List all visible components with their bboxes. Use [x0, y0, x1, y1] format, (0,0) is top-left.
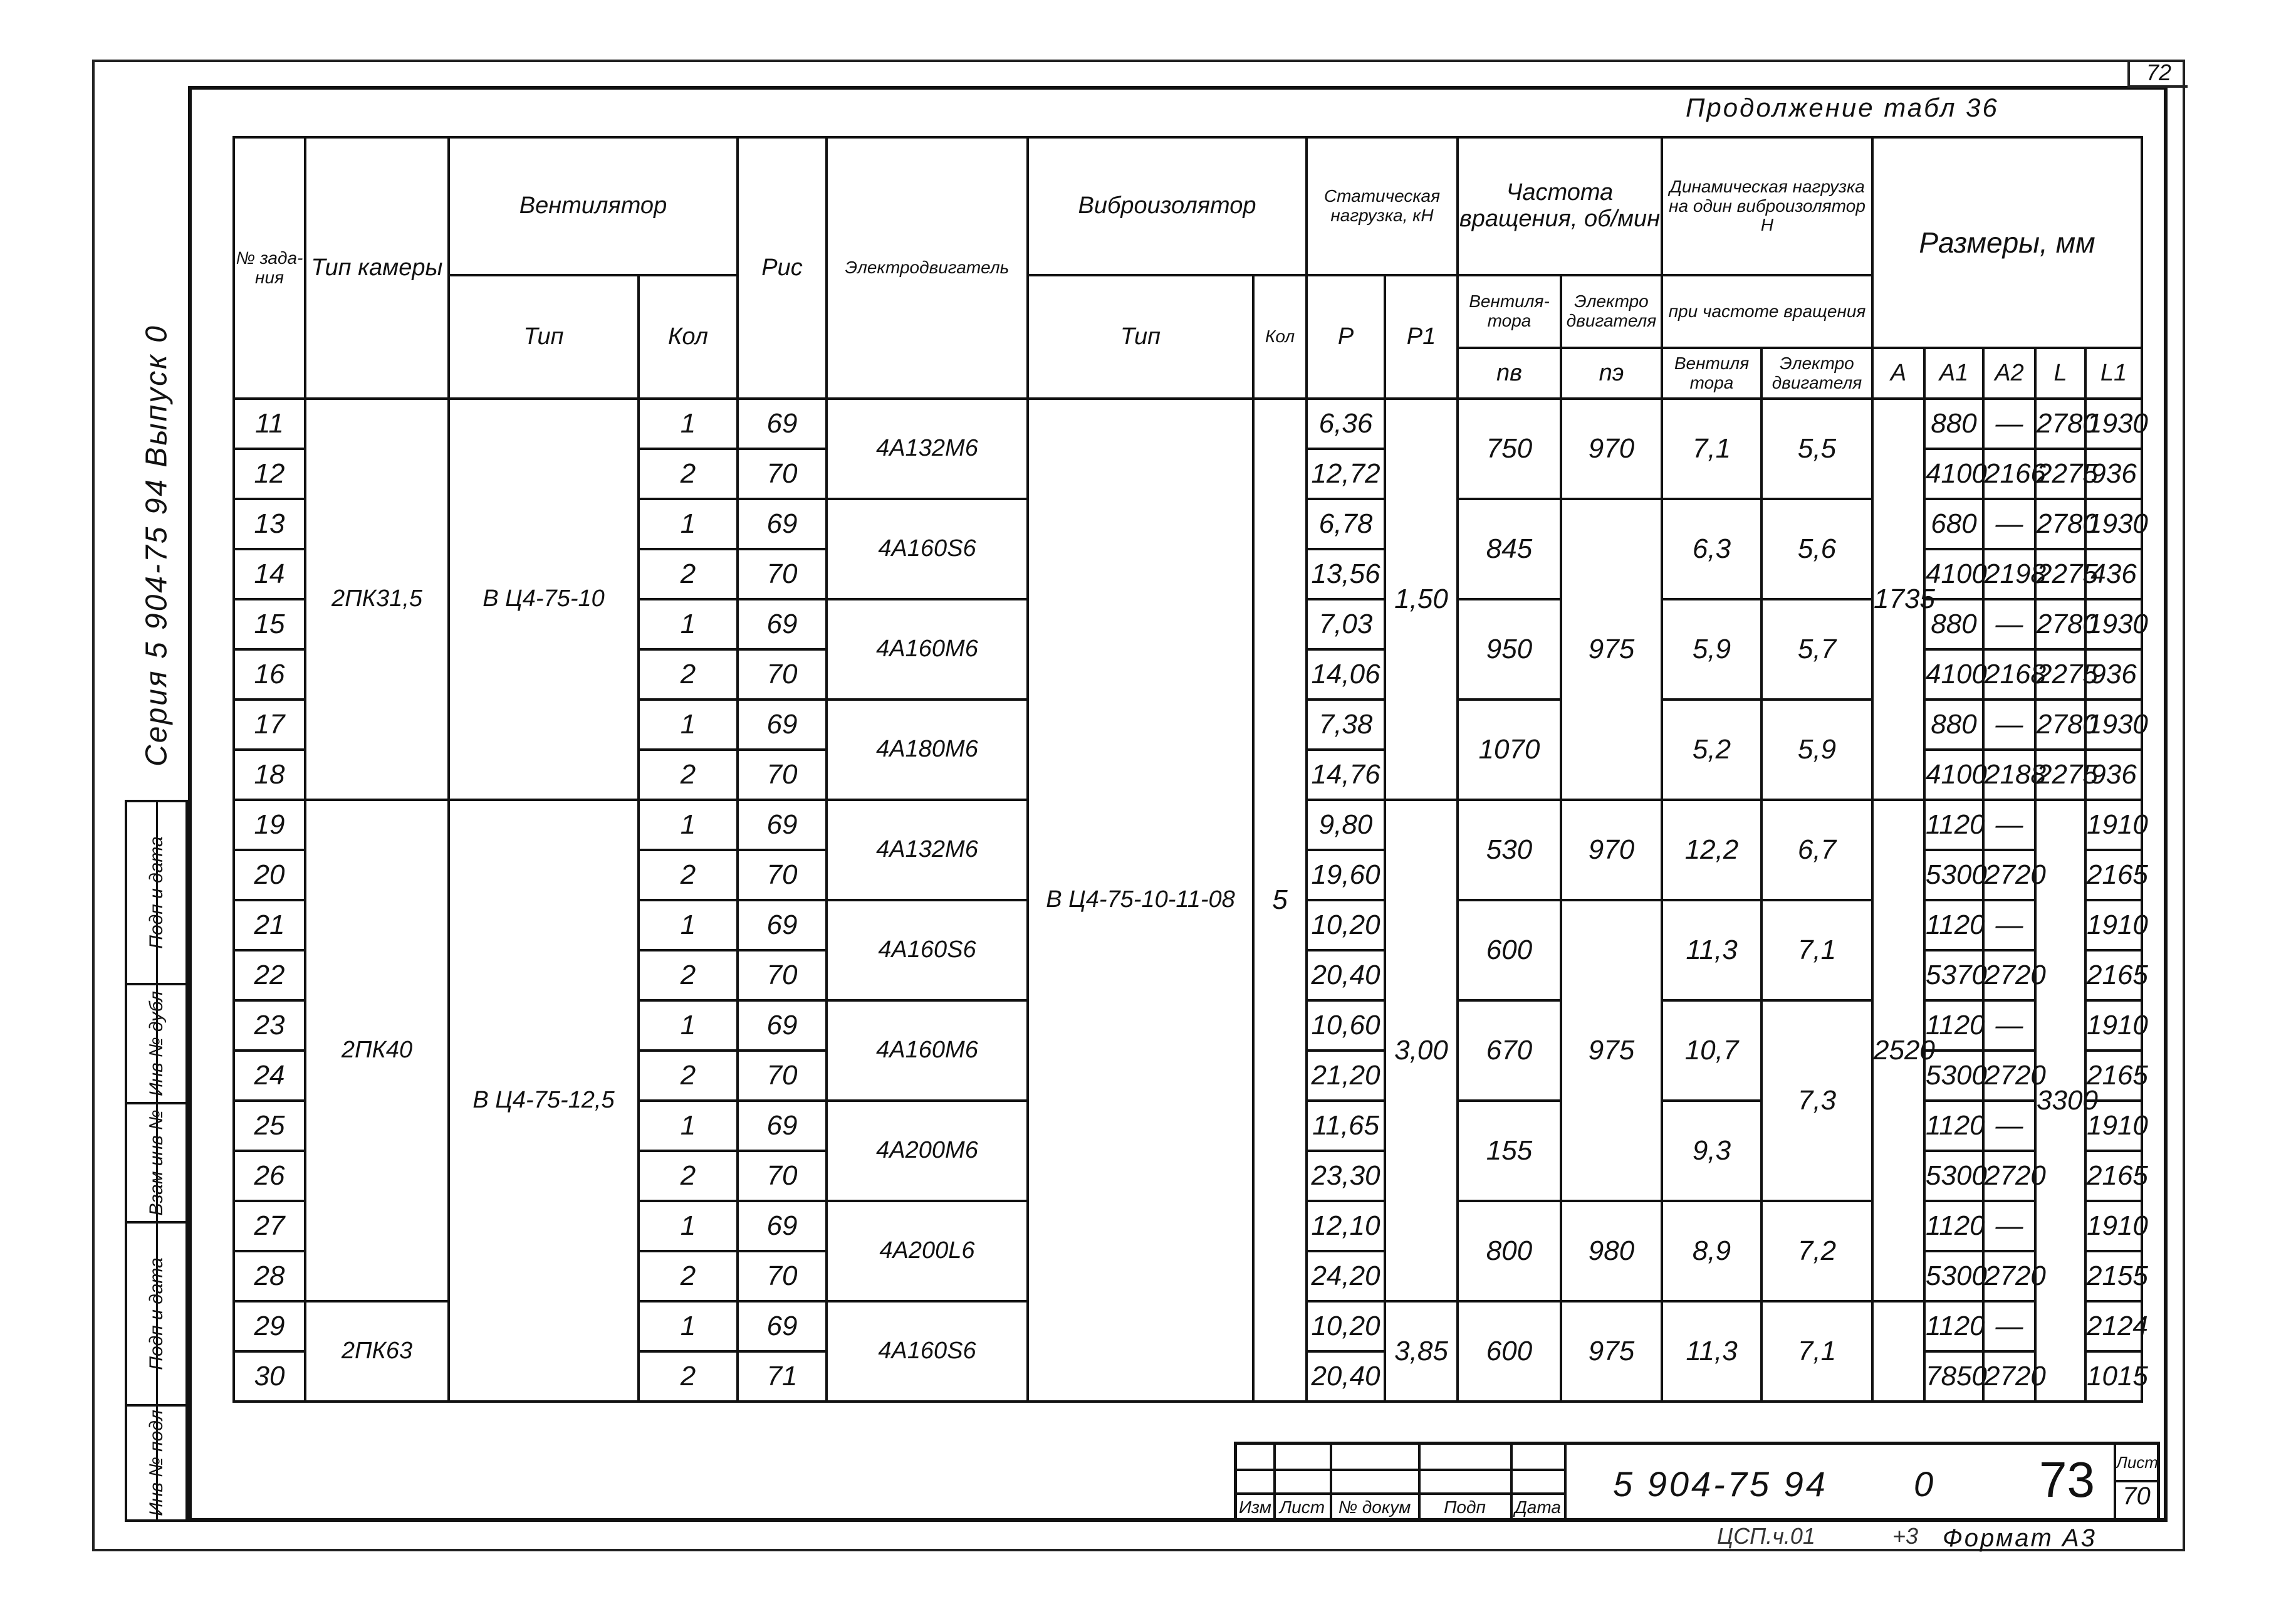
page-number: 72	[2127, 60, 2188, 88]
cell-num: 27	[234, 1201, 305, 1251]
header-isolator-qty: Кол	[1253, 275, 1307, 399]
cell-fan-qty: 1	[639, 700, 738, 750]
cell-num: 22	[234, 950, 305, 1000]
cell-fan-qty: 2	[639, 1351, 738, 1402]
cell-fan-qty: 1	[639, 1101, 738, 1151]
cell-a2: —	[1983, 399, 2035, 449]
cell-fig: 69	[738, 499, 827, 549]
cell-num: 28	[234, 1251, 305, 1301]
cell-n-motor: 970	[1561, 399, 1662, 499]
cell-p1: 1,50	[1385, 399, 1458, 800]
stamp-label: Инв № подл	[145, 1410, 167, 1516]
cell-a2: 2198	[1983, 549, 2035, 599]
cell-l: 2275	[2035, 449, 2085, 499]
cell-n-fan: 800	[1458, 1201, 1561, 1301]
stamp-label: Подп и дата	[145, 836, 167, 949]
cell-dyn-fan: 9,3	[1662, 1101, 1761, 1201]
cell-n-fan: 155	[1458, 1101, 1561, 1201]
sheet-label: Лист	[2116, 1445, 2157, 1482]
cell-fan-qty: 2	[639, 549, 738, 599]
cell-a2: —	[1983, 1101, 2035, 1151]
cell-p: 23,30	[1307, 1151, 1385, 1201]
sheet-total: 70	[2122, 1482, 2151, 1510]
cell-num: 19	[234, 800, 305, 850]
cell-a2: 2720	[1983, 1151, 2035, 1201]
header-rotation: Частота вращения, об/мин	[1458, 137, 1662, 275]
cell-fig: 69	[738, 800, 827, 850]
cell-a1: 4100	[1924, 549, 1983, 599]
cell-p: 10,20	[1307, 1301, 1385, 1351]
label-izm: Изм	[1239, 1497, 1271, 1517]
cell-num: 29	[234, 1301, 305, 1351]
cell-p: 7,38	[1307, 700, 1385, 750]
cell-l1: 1910	[2085, 1101, 2142, 1151]
cell-motor: 4А180М6	[827, 700, 1028, 800]
cell-fig: 69	[738, 700, 827, 750]
cell-fig: 69	[738, 1201, 827, 1251]
cell-a2: 2168	[1983, 649, 2035, 700]
cell-fan-qty: 2	[639, 850, 738, 900]
revision-grid	[1237, 1445, 1566, 1519]
cell-fan-qty: 2	[639, 1151, 738, 1201]
cell-fan-qty: 2	[639, 750, 738, 800]
cell-motor: 4А200М6	[827, 1101, 1028, 1201]
copy-mark: +3	[1892, 1523, 1919, 1549]
cell-fan-qty: 1	[639, 800, 738, 850]
cell-n-fan: 1070	[1458, 700, 1561, 800]
header-p: P	[1307, 275, 1385, 399]
cell-l1: 936	[2085, 750, 2142, 800]
cell-num: 23	[234, 1000, 305, 1051]
cell-p: 20,40	[1307, 1351, 1385, 1402]
cell-l1: 2165	[2085, 850, 2142, 900]
cell-n-motor: 970	[1561, 800, 1662, 900]
cell-fig: 70	[738, 850, 827, 900]
cell-p1: 3,85	[1385, 1301, 1458, 1402]
header-dyn-fan: Вентиля тора	[1662, 348, 1761, 399]
cell-a2: —	[1983, 800, 2035, 850]
cell-a2: —	[1983, 499, 2035, 549]
format-label: Формат А3	[1943, 1524, 2097, 1552]
cell-p: 14,06	[1307, 649, 1385, 700]
cell-motor: 4А132М6	[827, 399, 1028, 499]
label-date: Дата	[1515, 1497, 1561, 1517]
cell-a1: 4100	[1924, 750, 1983, 800]
cell-l1: 936	[2085, 649, 2142, 700]
cell-motor: 4А160S6	[827, 900, 1028, 1000]
cell-l1: 2165	[2085, 950, 2142, 1000]
cell-n-fan: 670	[1458, 1000, 1561, 1101]
side-stamp	[125, 800, 188, 1522]
cell-fan-qty: 1	[639, 499, 738, 549]
cell-a	[1872, 1301, 1924, 1402]
stamp-divider	[156, 802, 158, 1519]
cell-a1: 1120	[1924, 800, 1983, 850]
cell-p: 11,65	[1307, 1101, 1385, 1151]
doc-code: 5 904-75 94	[1613, 1464, 1828, 1504]
table-body	[234, 399, 2148, 1402]
cell-n-fan: 845	[1458, 499, 1561, 599]
cell-l1: 2124	[2085, 1301, 2142, 1351]
cell-dyn-motor: 5,9	[1761, 700, 1872, 800]
cell-camera-type: 2ПК31,5	[305, 399, 449, 800]
header-rot-fan: Вентиля-тора	[1458, 275, 1561, 348]
cell-l: 2275	[2035, 750, 2085, 800]
cell-l1: 936	[2085, 449, 2142, 499]
cell-p: 10,60	[1307, 1000, 1385, 1051]
cell-a2: 2166	[1983, 449, 2035, 499]
cell-motor: 4А160М6	[827, 599, 1028, 700]
header-n-motor: nэ	[1561, 348, 1662, 399]
cell-fig: 70	[738, 449, 827, 499]
cell-l: 2275	[2035, 649, 2085, 700]
cell-a2: 2720	[1983, 1351, 2035, 1402]
cell-a1: 4100	[1924, 449, 1983, 499]
cell-dyn-fan: 5,2	[1662, 700, 1761, 800]
header-n-fan: nв	[1458, 348, 1561, 399]
cell-l: 2275	[2035, 549, 2085, 599]
cell-l: 3300	[2035, 800, 2085, 1402]
header-num: № зада-ния	[234, 137, 305, 399]
stamp-label: Взам инв №	[145, 1109, 167, 1216]
cell-fan-qty: 1	[639, 599, 738, 649]
label-list: Лист	[1279, 1497, 1325, 1517]
cell-l1: 1930	[2085, 399, 2142, 449]
cell-l1: 2155	[2085, 1251, 2142, 1301]
cell-a2: 2188	[1983, 750, 2035, 800]
series-label: Серия 5 904-75 94 Выпуск 0	[140, 324, 174, 767]
grid-line	[1564, 1445, 1567, 1519]
cell-l1: 2165	[2085, 1051, 2142, 1101]
stamp-label: Подп и дата	[145, 1257, 167, 1370]
cell-p: 10,20	[1307, 900, 1385, 950]
cell-fan-qty: 1	[639, 399, 738, 449]
cell-a: 2520	[1872, 800, 1924, 1301]
cell-fan-qty: 2	[639, 649, 738, 700]
cell-fig: 70	[738, 750, 827, 800]
title-block	[1234, 1442, 2160, 1522]
grid-line	[1237, 1492, 1566, 1495]
cell-motor: 4А132М6	[827, 800, 1028, 900]
cell-p: 7,03	[1307, 599, 1385, 649]
cell-a1: 1120	[1924, 1201, 1983, 1251]
cell-num: 12	[234, 449, 305, 499]
header-fan: Вентилятор	[449, 137, 738, 275]
cell-dyn-fan: 7,1	[1662, 399, 1761, 499]
cell-a2: 2720	[1983, 950, 2035, 1000]
cell-dyn-fan: 12,2	[1662, 800, 1761, 900]
cell-a1: 5300	[1924, 1151, 1983, 1201]
cell-fan-qty: 2	[639, 449, 738, 499]
header-p1: P1	[1385, 275, 1458, 399]
cell-num: 24	[234, 1051, 305, 1101]
cell-l1: 436	[2085, 549, 2142, 599]
cell-dyn-fan: 10,7	[1662, 1000, 1761, 1101]
cell-num: 21	[234, 900, 305, 950]
cell-fan-qty: 1	[639, 1301, 738, 1351]
cell-l1: 1910	[2085, 1000, 2142, 1051]
cell-fig: 70	[738, 649, 827, 700]
cell-a1: 5300	[1924, 1051, 1983, 1101]
cell-a1: 1120	[1924, 900, 1983, 950]
cell-l: 2780	[2035, 399, 2085, 449]
cell-fan-qty: 1	[639, 900, 738, 950]
cell-fig: 69	[738, 900, 827, 950]
cell-a1: 1120	[1924, 1101, 1983, 1151]
cell-l1: 1910	[2085, 900, 2142, 950]
cell-n-motor: 975	[1561, 1301, 1662, 1402]
cell-p: 9,80	[1307, 800, 1385, 850]
cell-a2: —	[1983, 599, 2035, 649]
header-rot-motor: Электро двигателя	[1561, 275, 1662, 348]
cell-fig: 69	[738, 399, 827, 449]
cell-num: 17	[234, 700, 305, 750]
cell-p: 6,36	[1307, 399, 1385, 449]
cell-n-fan: 950	[1458, 599, 1561, 700]
cell-dyn-motor: 7,1	[1761, 1301, 1872, 1402]
cell-fig: 69	[738, 1101, 827, 1151]
cell-p: 12,10	[1307, 1201, 1385, 1251]
cell-dyn-fan: 11,3	[1662, 900, 1761, 1000]
cell-num: 25	[234, 1101, 305, 1151]
cell-p: 21,20	[1307, 1051, 1385, 1101]
cell-num: 26	[234, 1151, 305, 1201]
cell-a: 1735	[1872, 399, 1924, 800]
cell-a2: —	[1983, 1000, 2035, 1051]
cell-dyn-motor: 7,3	[1761, 1000, 1872, 1201]
cell-fan-type: В Ц4-75-12,5	[449, 800, 639, 1402]
cell-p: 13,56	[1307, 549, 1385, 599]
data-table	[232, 136, 2148, 1403]
cell-fig: 70	[738, 1051, 827, 1101]
cell-n-motor: 980	[1561, 1201, 1662, 1301]
cell-motor: 4А160М6	[827, 1000, 1028, 1101]
cell-p: 6,78	[1307, 499, 1385, 549]
cell-l: 2780	[2035, 499, 2085, 549]
cell-dyn-fan: 5,9	[1662, 599, 1761, 700]
header-dyn-load: Динамическая нагрузка на один виброизолятор Н	[1662, 137, 1872, 275]
cell-p: 14,76	[1307, 750, 1385, 800]
cell-p: 24,20	[1307, 1251, 1385, 1301]
continuation-title: Продолжение табл 36	[1686, 93, 1999, 122]
cell-a1: 680	[1924, 499, 1983, 549]
cell-p: 12,72	[1307, 449, 1385, 499]
cell-num: 20	[234, 850, 305, 900]
cell-a1: 1120	[1924, 1301, 1983, 1351]
cell-l1: 1910	[2085, 800, 2142, 850]
cell-p: 19,60	[1307, 850, 1385, 900]
cell-n-fan: 750	[1458, 399, 1561, 499]
cell-a1: 1120	[1924, 1000, 1983, 1051]
cell-fig: 69	[738, 1000, 827, 1051]
cell-fan-qty: 1	[639, 1000, 738, 1051]
cell-a1: 5370	[1924, 950, 1983, 1000]
cell-num: 30	[234, 1351, 305, 1402]
cell-a2: —	[1983, 700, 2035, 750]
cell-isolator-type: В Ц4-75-10-11-08	[1028, 399, 1253, 1402]
cell-isolator-qty: 5	[1253, 399, 1307, 1402]
cell-l1: 2165	[2085, 1151, 2142, 1201]
cell-dyn-motor: 5,7	[1761, 599, 1872, 700]
cell-dyn-motor: 7,1	[1761, 900, 1872, 1000]
sheet-box	[2114, 1445, 2157, 1519]
cell-n-fan: 530	[1458, 800, 1561, 900]
header-a1: A1	[1924, 348, 1983, 399]
cell-l: 2780	[2035, 700, 2085, 750]
cell-dyn-fan: 8,9	[1662, 1201, 1761, 1301]
cell-a1: 880	[1924, 700, 1983, 750]
cell-fig: 70	[738, 950, 827, 1000]
cell-a2: 2720	[1983, 1051, 2035, 1101]
cell-camera-type: 2ПК40	[305, 800, 449, 1301]
cell-num: 16	[234, 649, 305, 700]
revision: 0	[1914, 1464, 1934, 1504]
cell-l1: 1930	[2085, 599, 2142, 649]
cell-dyn-motor: 5,6	[1761, 499, 1872, 599]
cell-motor: 4А160S6	[827, 1301, 1028, 1402]
header-a2: A2	[1983, 348, 2035, 399]
cell-num: 13	[234, 499, 305, 549]
cell-l1: 1930	[2085, 700, 2142, 750]
cell-fan-qty: 2	[639, 1051, 738, 1101]
cell-n-fan: 600	[1458, 900, 1561, 1000]
cell-fan-qty: 2	[639, 1251, 738, 1301]
cell-p1: 3,00	[1385, 800, 1458, 1301]
cell-num: 14	[234, 549, 305, 599]
header-l1: L1	[2085, 348, 2142, 399]
cell-n-fan: 600	[1458, 1301, 1561, 1402]
cell-a1: 4100	[1924, 649, 1983, 700]
header-isolator-type: Тип	[1028, 275, 1253, 399]
header-dyn-at-freq: при частоте вращения	[1662, 275, 1872, 348]
cell-dyn-motor: 6,7	[1761, 800, 1872, 900]
table-row	[234, 399, 2142, 449]
header-a: A	[1872, 348, 1924, 399]
header-motor: Электродвигатель	[827, 137, 1028, 399]
header-camera-type: Тип камеры	[305, 137, 449, 399]
cell-a1: 880	[1924, 399, 1983, 449]
cell-a2: —	[1983, 900, 2035, 950]
grid-line	[1237, 1469, 1566, 1471]
label-sign: Подп	[1444, 1497, 1486, 1517]
cell-fan-qty: 1	[639, 1201, 738, 1251]
header-fan-qty: Кол	[639, 275, 738, 399]
cell-fan-qty: 2	[639, 950, 738, 1000]
header-dims: Размеры, мм	[1872, 137, 2142, 348]
cell-n-motor: 975	[1561, 499, 1662, 800]
header-dyn-motor: Электро двигателя	[1761, 348, 1872, 399]
header-fan-type: Тип	[449, 275, 639, 399]
cell-a2: —	[1983, 1301, 2035, 1351]
label-doc: № докум	[1338, 1497, 1411, 1517]
cell-num: 18	[234, 750, 305, 800]
cell-motor: 4А160S6	[827, 499, 1028, 599]
cell-dyn-fan: 6,3	[1662, 499, 1761, 599]
cell-fig: 70	[738, 1151, 827, 1201]
cell-fig: 70	[738, 549, 827, 599]
cell-a2: 2720	[1983, 850, 2035, 900]
cell-a2: 2720	[1983, 1251, 2035, 1301]
cell-num: 15	[234, 599, 305, 649]
header-l: L	[2035, 348, 2085, 399]
cell-fig: 69	[738, 599, 827, 649]
cell-motor: 4А200L6	[827, 1201, 1028, 1301]
cell-a1: 880	[1924, 599, 1983, 649]
header-isolator: Виброизолятор	[1028, 137, 1307, 275]
header-fig: Рис	[738, 137, 827, 399]
cell-a1: 5300	[1924, 1251, 1983, 1301]
cell-fig: 71	[738, 1351, 827, 1402]
cell-a1: 5300	[1924, 850, 1983, 900]
archive-mark: ЦСП.ч.01	[1717, 1523, 1815, 1549]
stamp-label: Инв № дубл	[145, 991, 167, 1096]
cell-l: 2780	[2035, 599, 2085, 649]
cell-fig: 70	[738, 1251, 827, 1301]
cell-a2: —	[1983, 1201, 2035, 1251]
cell-l1: 1910	[2085, 1201, 2142, 1251]
cell-num: 11	[234, 399, 305, 449]
cell-l1: 1015	[2085, 1351, 2142, 1402]
cell-p: 20,40	[1307, 950, 1385, 1000]
sheet-number: 73	[2039, 1452, 2095, 1507]
cell-dyn-motor: 7,2	[1761, 1201, 1872, 1301]
cell-dyn-fan: 11,3	[1662, 1301, 1761, 1402]
cell-fan-type: В Ц4-75-10	[449, 399, 639, 800]
cell-n-motor: 975	[1561, 900, 1662, 1201]
cell-fig: 69	[738, 1301, 827, 1351]
cell-camera-type: 2ПК63	[305, 1301, 449, 1402]
header-static-load: Статическая нагрузка, кН	[1307, 137, 1458, 275]
cell-dyn-motor: 5,5	[1761, 399, 1872, 499]
cell-a1: 7850	[1924, 1351, 1983, 1402]
cell-l1: 1930	[2085, 499, 2142, 549]
